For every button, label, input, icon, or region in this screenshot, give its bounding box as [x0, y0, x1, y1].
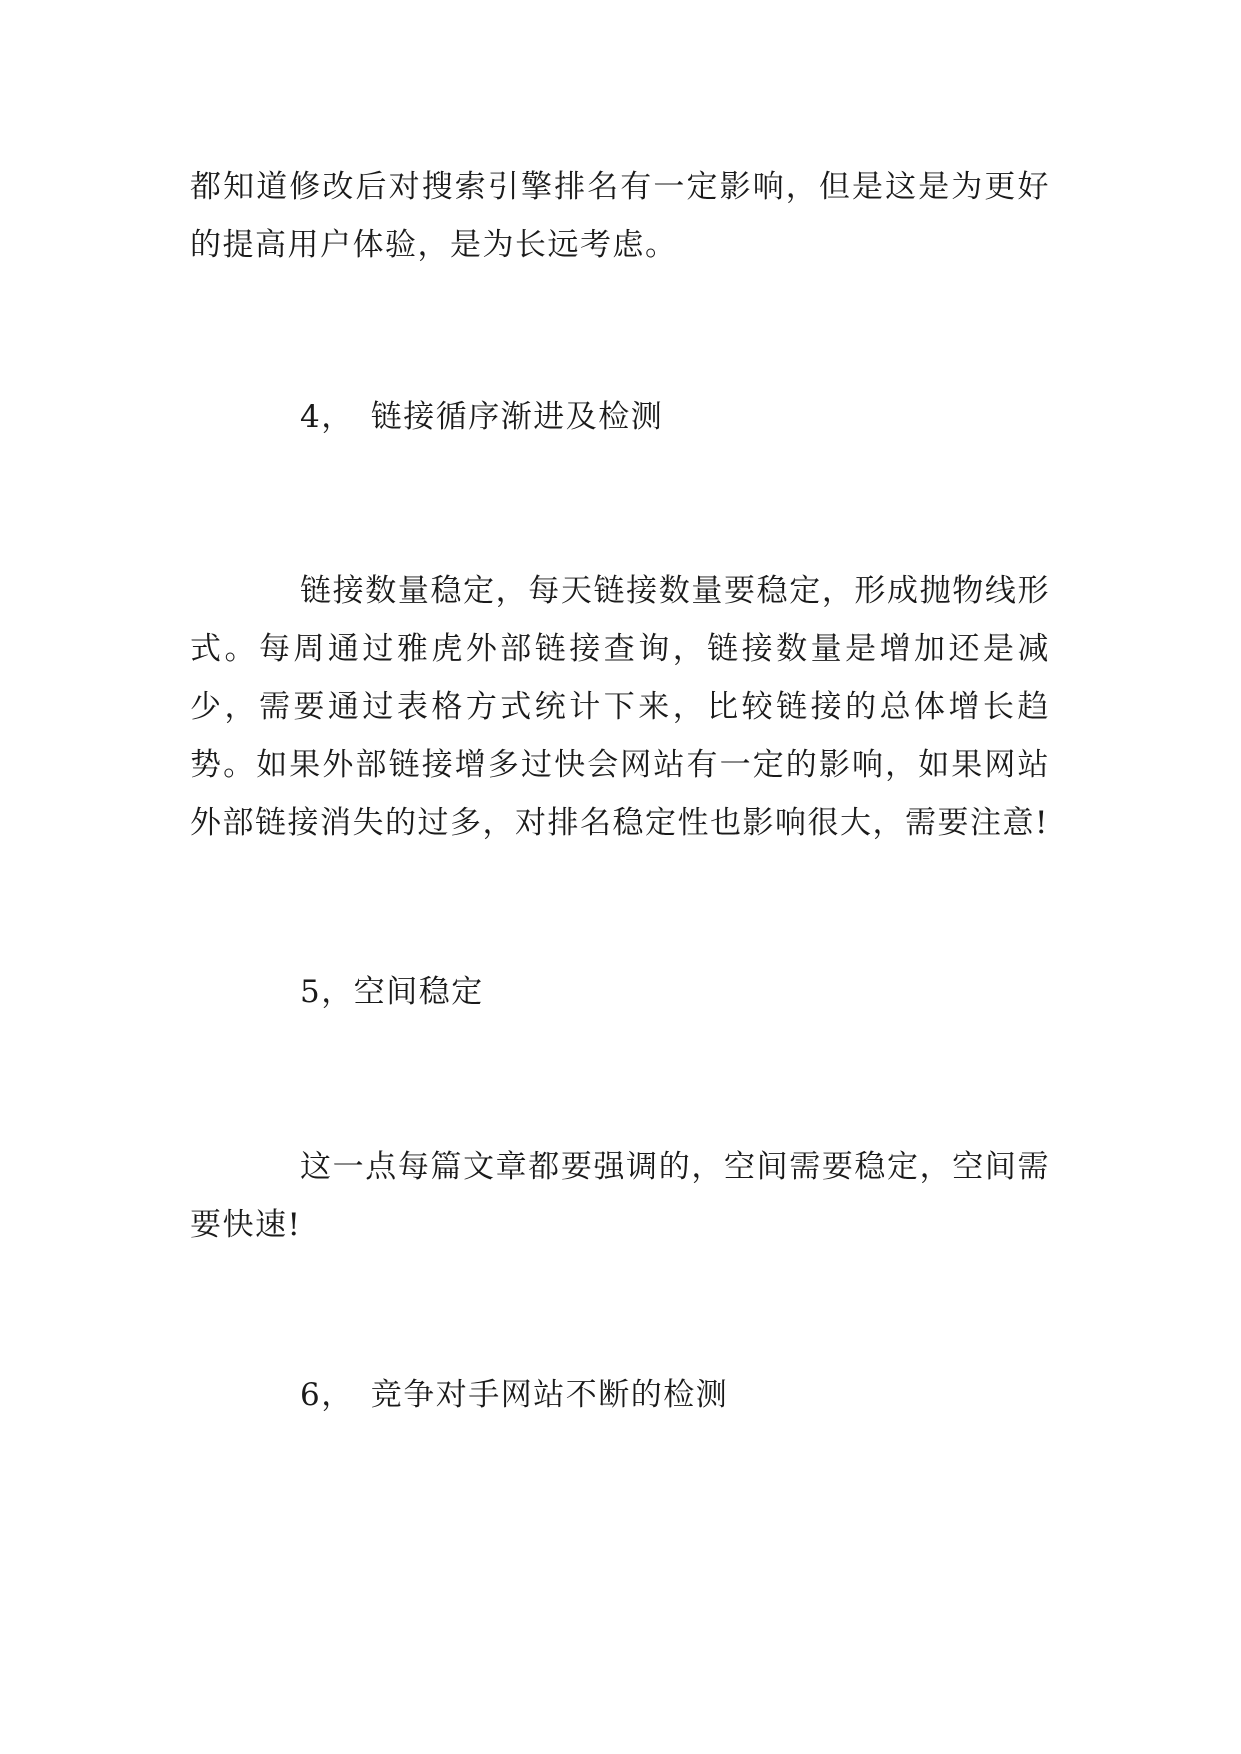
paragraph-space-requirements: 这一点每篇文章都要强调的，空间需要稳定，空间需要快速! — [190, 1149, 1050, 1243]
paragraph-seo-change-impact: 都知道修改后对搜索引擎排名有一定影响，但是这是为更好的提高用户体验，是为长远考虑。 — [190, 169, 1050, 263]
heading-competitor-monitoring: 6， 竞争对手网站不断的检测 — [300, 1377, 729, 1413]
heading-space-stability: 5，空间稳定 — [300, 974, 484, 1010]
paragraph-link-stability: 链接数量稳定，每天链接数量要稳定，形成抛物线形式。每周通过雅虎外部链接查询，链接数量是增加还是减少，需要通过表格方式统计下来，比较链接的总体增长趋势。如果外部链接增多过快会网站有一定的影响，如果网站外部链接消失的过多，对排名稳定性也影响很大，需要注意! — [190, 573, 1050, 841]
heading-link-progression: 4， 链接循序渐进及检测 — [300, 399, 664, 435]
